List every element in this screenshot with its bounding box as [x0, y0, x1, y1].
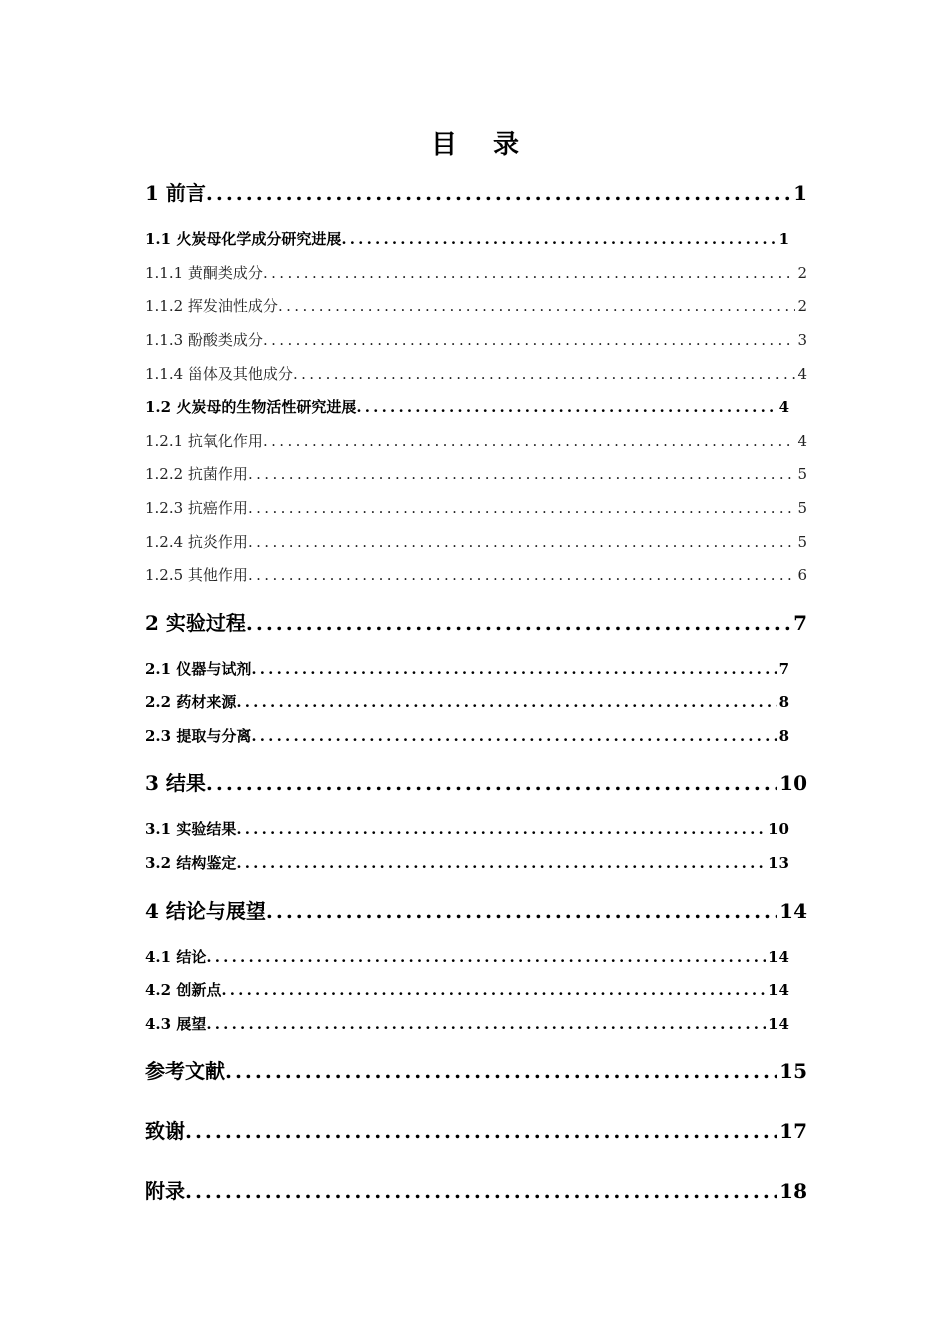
toc-leader	[293, 365, 796, 383]
toc-entry-label: 2.2 药材来源	[145, 693, 237, 711]
toc-entry-page: 7	[793, 611, 807, 635]
toc-entry-label: 4.3 展望	[145, 1015, 207, 1033]
toc-leader	[356, 398, 776, 416]
toc-entry-page: 1	[778, 230, 789, 248]
toc-entry[interactable]	[145, 1013, 789, 1037]
toc-entry[interactable]	[145, 295, 807, 319]
toc-entry[interactable]	[145, 818, 789, 842]
toc-entry-label: 1.2.1 抗氧化作用	[145, 432, 263, 450]
toc-leader	[206, 1015, 766, 1033]
toc-entry[interactable]	[145, 725, 789, 749]
toc-leader	[185, 1119, 777, 1143]
toc-leader	[263, 432, 796, 450]
toc-entry-label: 1.1.2 挥发油性成分	[145, 297, 278, 315]
toc-entry-label: 2.1 仪器与试剂	[145, 660, 252, 678]
toc-entry-page: 13	[768, 854, 789, 872]
toc-leader	[206, 948, 766, 966]
title-char-2: 录	[493, 130, 520, 160]
toc-entry[interactable]	[145, 228, 789, 252]
toc-entry-label: 1.1.3 酚酸类成分	[145, 331, 263, 349]
toc-entry-page: 3	[797, 331, 807, 349]
toc-entry[interactable]	[145, 1175, 807, 1205]
toc-entry-page: 4	[778, 398, 789, 416]
toc-entry[interactable]	[145, 497, 807, 521]
toc-entry-page: 10	[779, 771, 807, 795]
toc-entry-label: 1.2.5 其他作用	[145, 566, 248, 584]
toc-entry-label: 1.1 火炭母化学成分研究进展	[145, 230, 342, 248]
toc-leader	[236, 820, 766, 838]
toc-entry-label: 1.2.2 抗菌作用	[145, 465, 248, 483]
toc-entry-page: 2	[797, 264, 807, 282]
toc-entry-label: 1.1.1 黄酮类成分	[145, 264, 263, 282]
title-char-1: 目	[430, 130, 457, 160]
toc-entry-label: 2 实验过程	[145, 611, 246, 635]
toc-entry-page: 14	[768, 981, 789, 999]
toc-leader	[236, 693, 776, 711]
toc-entry-page: 10	[768, 820, 789, 838]
toc-entry-label: 2.3 提取与分离	[145, 727, 252, 745]
toc-entry[interactable]	[145, 946, 789, 970]
toc-entry-label: 参考文献	[145, 1059, 225, 1083]
toc-entry-page: 18	[779, 1179, 807, 1203]
toc-leader	[225, 1059, 777, 1083]
toc-entry-page: 4	[797, 365, 807, 383]
toc-leader	[248, 533, 796, 551]
toc-entry-page: 6	[797, 566, 807, 584]
toc-entry-label: 附录	[145, 1179, 185, 1203]
toc-leader	[236, 854, 766, 872]
toc-entry[interactable]	[145, 1055, 807, 1085]
page-title	[0, 124, 950, 161]
toc-leader	[251, 660, 776, 678]
toc-entry[interactable]	[145, 658, 789, 682]
toc-leader	[185, 1179, 777, 1203]
toc-entry-page: 5	[797, 533, 807, 551]
toc-entry-label: 1.2.4 抗炎作用	[145, 533, 248, 551]
toc-entry[interactable]	[145, 1115, 807, 1145]
toc-entry[interactable]	[145, 979, 789, 1003]
toc-entry-label: 4 结论与展望	[145, 899, 266, 923]
toc-entry-label: 3.1 实验结果	[145, 820, 237, 838]
toc-entry[interactable]	[145, 895, 807, 925]
toc-entry-page: 5	[797, 465, 807, 483]
toc-leader	[266, 899, 777, 923]
toc-entry[interactable]	[145, 564, 807, 588]
toc-leader	[251, 727, 776, 745]
toc-entry-page: 5	[797, 499, 807, 517]
toc-entry-page: 14	[768, 1015, 789, 1033]
toc-entry-page: 14	[768, 948, 789, 966]
toc-leader	[263, 331, 796, 349]
toc-entry[interactable]	[145, 177, 807, 207]
toc-entry-label: 致谢	[145, 1119, 185, 1143]
toc-entry[interactable]	[145, 262, 807, 286]
toc-entry-label: 4.1 结论	[145, 948, 207, 966]
toc-entry-page: 14	[779, 899, 807, 923]
toc-entry[interactable]	[145, 329, 807, 353]
toc-entry-label: 1 前言	[145, 181, 206, 205]
toc-entry-label: 1.2 火炭母的生物活性研究进展	[145, 398, 357, 416]
toc-entry-label: 1.2.3 抗癌作用	[145, 499, 248, 517]
toc-entry[interactable]	[145, 531, 807, 555]
toc-entry[interactable]	[145, 463, 807, 487]
toc-leader	[206, 771, 777, 795]
toc-leader	[246, 611, 791, 635]
toc-entry[interactable]	[145, 396, 789, 420]
toc-entry[interactable]	[145, 691, 789, 715]
toc-entry-page: 8	[778, 727, 789, 745]
toc-entry[interactable]	[145, 852, 789, 876]
toc-entry[interactable]	[145, 363, 807, 387]
toc-entry-page: 8	[778, 693, 789, 711]
toc-entry-page: 17	[779, 1119, 807, 1143]
toc-entry-label: 1.1.4 甾体及其他成分	[145, 365, 293, 383]
toc-entry-label: 3 结果	[145, 771, 206, 795]
toc-leader	[248, 566, 796, 584]
toc-leader	[341, 230, 776, 248]
toc-entry-page: 2	[797, 297, 807, 315]
toc-entry[interactable]	[145, 767, 807, 797]
toc-leader	[248, 499, 796, 517]
toc-entry-page: 7	[778, 660, 789, 678]
toc-leader	[248, 465, 796, 483]
toc-entry[interactable]	[145, 607, 807, 637]
toc-entry-page: 4	[797, 432, 807, 450]
toc-leader	[263, 264, 796, 282]
toc-entry-page: 15	[779, 1059, 807, 1083]
toc-entry-label: 3.2 结构鉴定	[145, 854, 237, 872]
toc-leader	[206, 181, 791, 205]
toc-leader	[221, 981, 766, 999]
toc-entry[interactable]	[145, 430, 807, 454]
toc-entry-label: 4.2 创新点	[145, 981, 222, 999]
toc-leader	[278, 297, 796, 315]
toc-entry-page: 1	[793, 181, 807, 205]
